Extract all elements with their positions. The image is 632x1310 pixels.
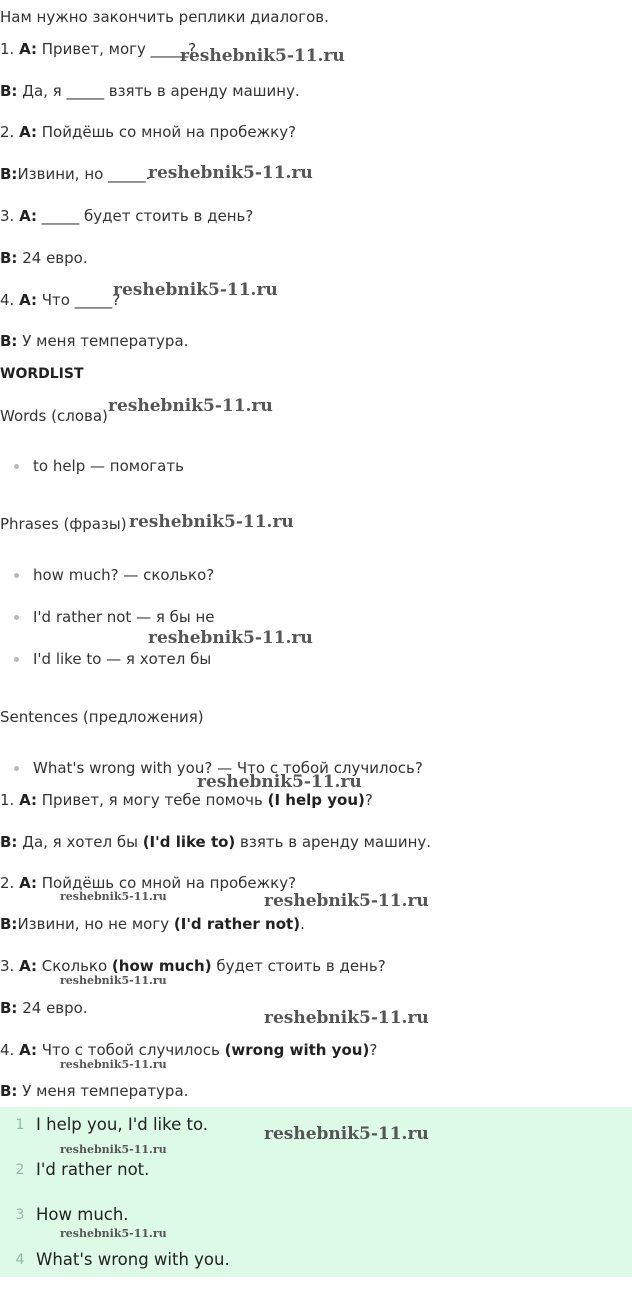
bullet-dot <box>14 464 19 469</box>
exercise-line-4b <box>0 331 188 351</box>
exercise-line-4a <box>0 290 120 310</box>
watermark: reshebnik5-11.ru <box>264 1124 429 1144</box>
line-text: Да, я _____ взять в аренду машину. <box>22 82 300 100</box>
line-number: 4. <box>0 291 15 309</box>
line-text: Что с тобой случилось <box>41 1041 225 1059</box>
speaker-label: A: <box>19 123 37 141</box>
phrases-heading: Phrases (фразы) <box>0 515 127 533</box>
bullet-dot <box>14 766 19 771</box>
intro-text: Нам нужно закончить реплики диалогов. <box>0 8 329 26</box>
watermark: reshebnik5-11.ru <box>108 396 273 416</box>
speaker-label: B: <box>0 999 18 1017</box>
solution-line-1b <box>0 832 431 852</box>
speaker-label: B: <box>0 82 18 100</box>
watermark: reshebnik5-11.ru <box>60 890 167 903</box>
line-number: 1. <box>0 791 15 809</box>
exercise-line-3b <box>0 248 88 268</box>
line-text: Да, я хотел бы <box>22 833 143 851</box>
watermark: reshebnik5-11.ru <box>60 1227 167 1240</box>
solution-line-4a <box>0 1040 377 1060</box>
sentence-item: What's wrong with you? — Что с тобой случилось? <box>33 759 423 777</box>
solution-line-1a <box>0 790 373 810</box>
speaker-label: A: <box>19 207 37 225</box>
answer-number: 1 <box>15 1117 25 1133</box>
line-text-end: ? <box>364 791 373 809</box>
answer-hint: (I'd like to) <box>142 833 236 851</box>
phrase-item: I'd like to — я хотел бы <box>33 650 212 668</box>
exercise-line-2a <box>0 122 296 142</box>
watermark: reshebnik5-11.ru <box>60 1058 167 1071</box>
answer-number: 4 <box>15 1252 25 1268</box>
watermark: reshebnik5-11.ru <box>60 974 167 987</box>
speaker-label: B: <box>0 249 18 267</box>
speaker-label: B: <box>0 915 18 933</box>
line-text: Привет, я могу тебе помочь <box>41 791 268 809</box>
line-text: Пойдёшь со мной на пробежку? <box>41 874 297 892</box>
line-number: 2. <box>0 123 15 141</box>
bullet-dot <box>14 615 19 620</box>
watermark: reshebnik5-11.ru <box>60 1143 167 1156</box>
solution-line-3b <box>0 998 88 1018</box>
line-text: _____ будет стоить в день? <box>41 207 254 225</box>
sentences-heading: Sentences (предложения) <box>0 708 204 726</box>
phrase-item: I'd rather not — я бы не <box>33 608 215 626</box>
line-text: Пойдёшь со мной на пробежку? <box>41 123 297 141</box>
watermark: reshebnik5-11.ru <box>148 628 313 648</box>
answer-number: 2 <box>15 1162 25 1178</box>
answer-hint: (I help you) <box>267 791 365 809</box>
answer-text: How much. <box>36 1205 129 1224</box>
line-number: 1. <box>0 40 15 58</box>
line-number: 3. <box>0 957 15 975</box>
line-text: Сколько <box>41 957 112 975</box>
speaker-label: B: <box>0 1082 18 1100</box>
answer-text: I help you, I'd like to. <box>36 1115 209 1134</box>
answer-text: What's wrong with you. <box>36 1250 230 1269</box>
words-heading: Words (слова) <box>0 407 108 425</box>
watermark: reshebnik5-11.ru <box>264 1008 429 1028</box>
line-text-end: ? <box>369 1041 378 1059</box>
line-text: 24 евро. <box>22 999 88 1017</box>
bullet-dot <box>14 573 19 578</box>
speaker-label: A: <box>19 957 37 975</box>
speaker-label: B: <box>0 833 18 851</box>
line-text-end: взять в аренду машину. <box>235 833 432 851</box>
speaker-label: B: <box>0 165 18 183</box>
watermark: reshebnik5-11.ru <box>129 512 294 532</box>
solution-line-3a <box>0 956 386 976</box>
line-text: У меня температура. <box>22 1082 189 1100</box>
solution-line-2b <box>0 914 305 934</box>
speaker-label: A: <box>19 874 37 892</box>
speaker-label: A: <box>19 40 37 58</box>
speaker-label: A: <box>19 291 37 309</box>
answer-hint: (how much) <box>111 957 212 975</box>
answer-hint: (I'd rather not) <box>173 915 301 933</box>
line-number: 4. <box>0 1041 15 1059</box>
exercise-line-3a <box>0 206 253 226</box>
line-text: Извини, но _____. <box>17 165 151 183</box>
line-number: 3. <box>0 207 15 225</box>
speaker-label: A: <box>19 791 37 809</box>
line-text: У меня температура. <box>22 332 189 350</box>
speaker-label: A: <box>19 1041 37 1059</box>
line-text: Извини, но не могу <box>17 915 174 933</box>
watermark: reshebnik5-11.ru <box>148 163 313 183</box>
watermark: reshebnik5-11.ru <box>264 891 429 911</box>
line-text-end: . <box>300 915 305 933</box>
exercise-line-1b <box>0 81 300 101</box>
answer-hint: (wrong with you) <box>224 1041 370 1059</box>
watermark: reshebnik5-11.ru <box>197 772 362 792</box>
answer-number: 3 <box>15 1207 25 1223</box>
line-text: 24 евро. <box>22 249 88 267</box>
exercise-line-1a <box>0 39 196 59</box>
answer-text: I'd rather not. <box>36 1160 150 1179</box>
phrase-item: how much? — сколько? <box>33 566 215 584</box>
line-text: Привет, могу _____? <box>41 40 197 58</box>
watermark: reshebnik5-11.ru <box>180 46 345 66</box>
line-text-end: будет стоить в день? <box>211 957 386 975</box>
bullet-dot <box>14 657 19 662</box>
speaker-label: B: <box>0 332 18 350</box>
watermark: reshebnik5-11.ru <box>113 280 278 300</box>
exercise-line-2b <box>0 164 150 184</box>
line-number: 2. <box>0 874 15 892</box>
wordlist-heading: WORDLIST <box>0 366 84 382</box>
solution-line-4b <box>0 1081 188 1101</box>
word-item: to help — помогать <box>33 457 184 475</box>
line-text: Что _____? <box>41 291 121 309</box>
